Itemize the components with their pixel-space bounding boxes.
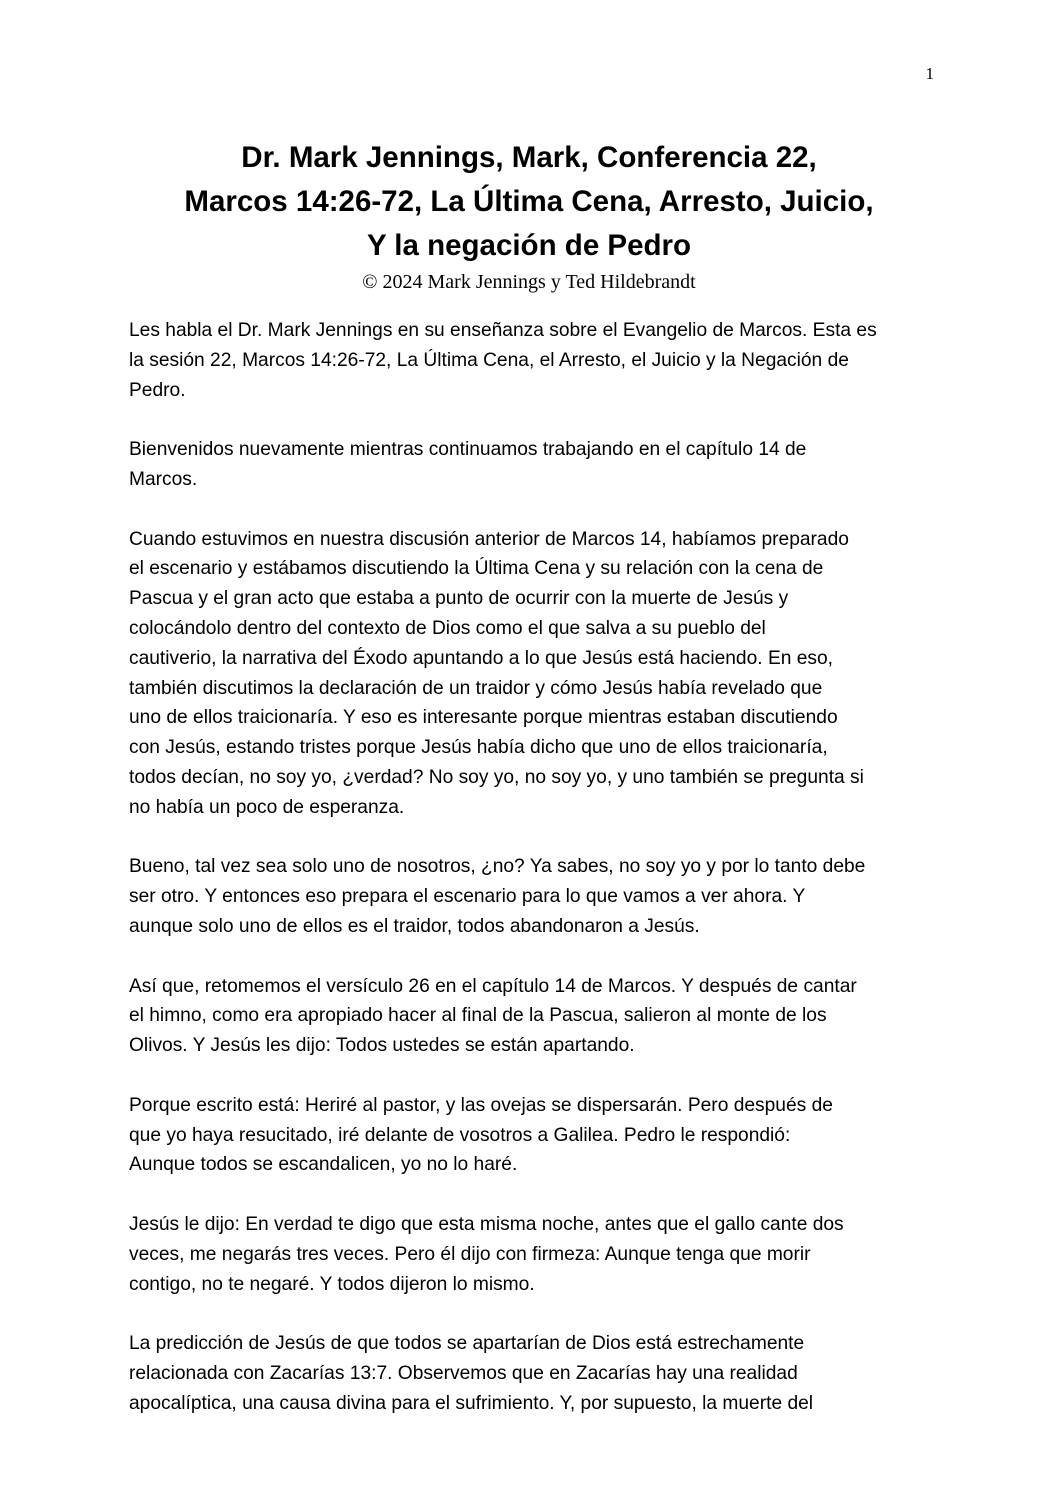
text-line: Bienvenidos nuevamente mientras continuamos trabajando en el capítulo 14 de [129,439,807,461]
paragraph [129,1210,941,1299]
text-line: no había un poco de esperanza. [129,796,405,818]
text-line: La predicción de Jesús de que todos se apartarían de Dios está estrechamente [129,1333,805,1355]
title-line-2: Marcos 14:26-72, La Última Cena, Arresto, Juicio, [184,185,874,218]
paragraph [129,1329,941,1418]
document-header [0,136,1058,294]
document-body [129,316,941,1448]
text-line: Jesús le dijo: En verdad te digo que esta misma noche, antes que el gallo cante dos [129,1213,844,1235]
text-line: colocándolo dentro del contexto de Dios como el que salva a su pueblo del [129,617,766,639]
text-line: contigo, no te negaré. Y todos dijeron lo mismo. [129,1273,535,1295]
text-line: apocalíptica, una causa divina para el sufrimiento. Y, por supuesto, la muerte del [129,1392,814,1414]
text-line: aunque solo uno de ellos es el traidor, todos abandonaron a Jesús. [129,915,700,937]
text-line: con Jesús, estando tristes porque Jesús había dicho que uno de ellos traicionaría, [129,737,828,759]
text-line: también discutimos la declaración de un traidor y cómo Jesús había revelado que [129,677,823,699]
text-line: Marcos. [129,468,198,490]
text-line: ser otro. Y entonces eso prepara el escenario para lo que vamos a ver ahora. Y [129,886,806,908]
text-line: Les habla el Dr. Mark Jennings en su enseñanza sobre el Evangelio de Marcos. Esta es [129,320,877,341]
text-line: Pedro. [129,379,186,401]
title-line-3: Y la negación de Pedro [366,229,692,262]
text-line: el himno, como era apropiado hacer al final de la Pascua, salieron al monte de los [129,1005,827,1027]
text-line: la sesión 22, Marcos 14:26-72, La Última Cena, el Arresto, el Juicio y la Negación de [129,349,849,371]
paragraph [129,525,941,823]
paragraph [129,316,941,405]
paragraph [129,852,941,941]
text-line: Pascua y el gran acto que estaba a punto de ocurrir con la muerte de Jesús y [129,588,789,610]
text-line: relacionada con Zacarías 13:7. Observemos que en Zacarías hay una realidad [129,1362,798,1384]
copyright-notice: © 2024 Mark Jennings y Ted Hildebrandt [362,271,696,293]
text-line: todos decían, no soy yo, ¿verdad? No soy yo, no soy yo, y uno también se pregunta si [129,766,864,788]
paragraph [129,972,941,1061]
text-line: Porque escrito está: Heriré al pastor, y las ovejas se dispersarán. Pero después de [129,1094,833,1116]
paragraph [129,1091,941,1180]
text-line: Así que, retomemos el versículo 26 en el capítulo 14 de Marcos. Y después de cantar [129,975,857,997]
title-line-1: Dr. Mark Jennings, Mark, Conferencia 22, [241,141,817,174]
text-line: veces, me negarás tres veces. Pero él dijo con firmeza: Aunque tenga que morir [129,1243,811,1265]
text-line: Aunque todos se escandalicen, yo no lo haré. [129,1154,518,1176]
page-number: 1 [925,64,934,83]
text-line: Bueno, tal vez sea solo uno de nosotros, ¿no? Ya sabes, no soy yo y por lo tanto debe [129,856,866,878]
text-line: uno de ellos traicionaría. Y eso es interesante porque mientras estaban discutiendo [129,707,838,729]
paragraph [129,435,941,495]
text-line: Olivos. Y Jesús les dijo: Todos ustedes se están apartando. [129,1035,635,1057]
text-line: Cuando estuvimos en nuestra discusión anterior de Marcos 14, habíamos preparado [129,528,849,550]
text-line: que yo haya resucitado, iré delante de vosotros a Galilea. Pedro le respondió: [129,1124,791,1146]
text-line: cautiverio, la narrativa del Éxodo apuntando a lo que Jesús está haciendo. En eso, [129,647,834,669]
text-line: el escenario y estábamos discutiendo la Última Cena y su relación con la cena de [129,558,824,580]
